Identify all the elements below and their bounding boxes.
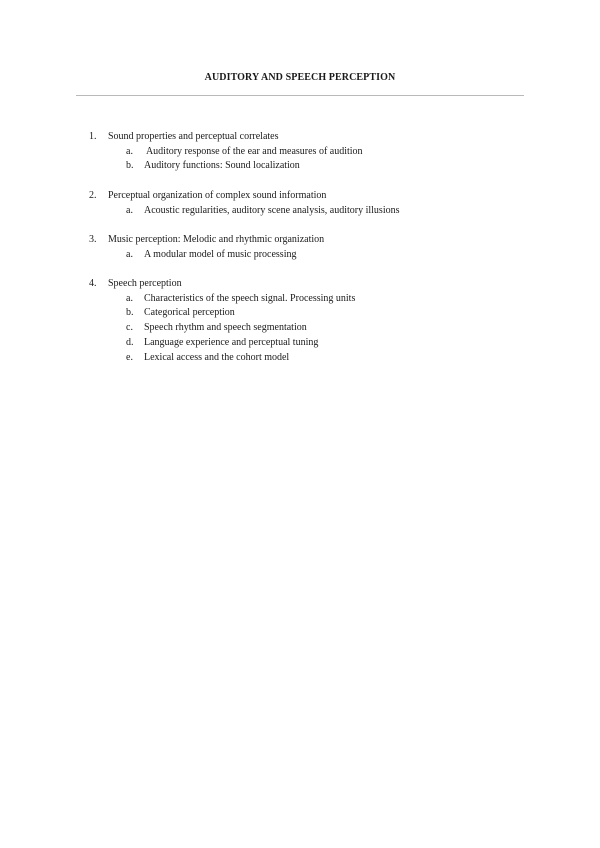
subtopic-text: Language experience and perceptual tuning [144, 336, 319, 348]
section-heading-row [89, 277, 529, 292]
subtopic-letter: a. [126, 145, 133, 157]
section-number: 3. [89, 233, 97, 245]
document-title: AUDITORY AND SPEECH PERCEPTION [204, 72, 396, 83]
subtopic-list [89, 292, 529, 366]
subtopic-item [126, 159, 529, 174]
subtopic-text: Lexical access and the cohort model [144, 351, 290, 363]
title-divider [76, 95, 524, 96]
subtopic-text: Auditory response of the ear and measures of audition [144, 145, 363, 157]
subtopic-item [126, 248, 529, 263]
subtopic-letter: a. [126, 248, 133, 260]
section-number: 1. [89, 131, 97, 142]
section-heading: Sound properties and perceptual correlates [108, 131, 279, 142]
subtopic-letter: b. [126, 160, 134, 172]
subtopic-letter: b. [126, 307, 134, 319]
subtopic-list [89, 204, 529, 219]
section-number: 4. [89, 277, 97, 289]
outline-section-1 [89, 130, 529, 174]
subtopic-text: A modular model of music processing [144, 248, 297, 260]
subtopic-letter: d. [126, 336, 134, 348]
subtopic-item [126, 336, 529, 351]
section-heading-row [89, 233, 529, 248]
outline-section-3 [89, 233, 529, 262]
subtopic-item [126, 306, 529, 321]
section-heading-row [89, 189, 529, 204]
section-heading: Music perception: Melodic and rhythmic organization [108, 233, 325, 245]
subtopic-item [126, 292, 529, 307]
subtopic-text: Acoustic regularities, auditory scene analysis, auditory illusions [144, 204, 400, 216]
section-heading: Perceptual organization of complex sound information [108, 189, 327, 201]
subtopic-text: Categorical perception [144, 307, 235, 319]
subtopic-text: Speech rhythm and speech segmentation [144, 322, 307, 334]
outline-section-2 [89, 189, 529, 218]
section-heading: Speech perception [108, 277, 182, 289]
subtopic-list [89, 248, 529, 263]
subtopic-text: Auditory functions: Sound localization [144, 160, 300, 172]
subtopic-letter: c. [126, 322, 133, 334]
subtopic-list [89, 145, 529, 174]
subtopic-item [126, 321, 529, 336]
subtopic-letter: e. [126, 351, 133, 363]
subtopic-letter: a. [126, 292, 133, 304]
section-number: 2. [89, 189, 97, 201]
subtopic-item [126, 145, 529, 160]
outline-section-4 [89, 277, 529, 365]
subtopic-item [126, 204, 529, 219]
topic-outline [89, 130, 529, 380]
subtopic-letter: a. [126, 204, 133, 216]
section-heading-row [89, 130, 529, 145]
subtopic-text: Characteristics of the speech signal. Processing units [144, 292, 356, 304]
subtopic-item [126, 351, 529, 366]
